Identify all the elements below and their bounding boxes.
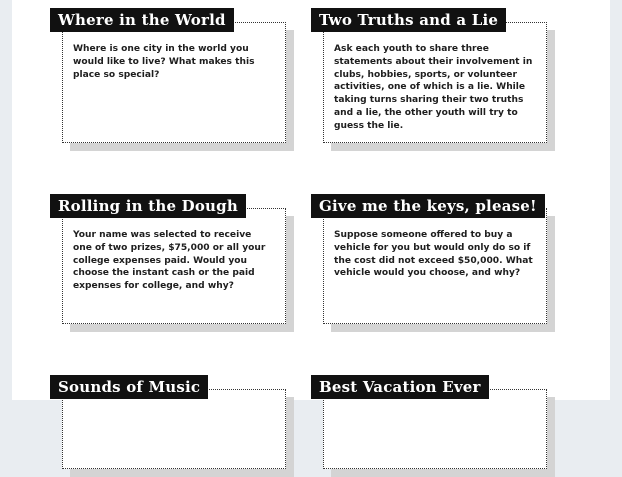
card-body: Suppose someone offered to buy a vehicle for you but would only do so if the cost did not exceed $50,000. What vehicle would you choose, and why? <box>334 230 533 279</box>
card-give-me-the-keys <box>319 197 547 324</box>
card-box <box>62 389 286 469</box>
card-body: Your name was selected to receive one of two prizes, $75,000 or all your college expenses paid. Would you choose the instant cash or the paid expenses for college, and why? <box>73 230 266 292</box>
card-body: Ask each youth to share three statements about their involvement in clubs, hobbies, sports, or volunteer activities, one of which is a lie. While taking turns sharing their two truths and a lie, the other youth will try to guess the lie. <box>334 44 533 131</box>
card-body: Where is one city in the world you would like to live? What makes this place so special? <box>73 44 255 80</box>
card-where-in-the-world <box>58 11 286 143</box>
card-title: Rolling in the Dough <box>50 194 246 218</box>
card-two-truths-and-a-lie <box>319 11 547 143</box>
card-sounds-of-music <box>58 378 286 469</box>
card-box <box>62 208 286 324</box>
card-box <box>62 22 286 143</box>
card-title: Two Truths and a Lie <box>311 8 506 32</box>
card-box <box>323 22 547 143</box>
card-rolling-in-the-dough <box>58 197 286 324</box>
card-title: Sounds of Music <box>50 375 208 399</box>
document-page <box>12 0 610 400</box>
card-best-vacation-ever <box>319 378 547 469</box>
card-title: Where in the World <box>50 8 234 32</box>
card-box <box>323 389 547 469</box>
card-title: Best Vacation Ever <box>311 375 489 399</box>
card-title: Give me the keys, please! <box>311 194 545 218</box>
card-box <box>323 208 547 324</box>
